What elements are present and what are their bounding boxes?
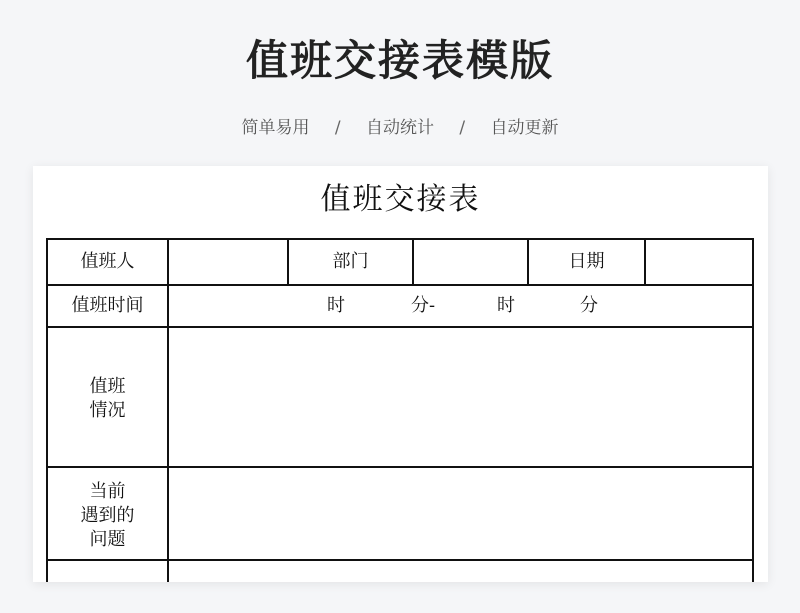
form-preview-card[interactable] bbox=[33, 166, 768, 582]
time-hour-end: 时 bbox=[497, 295, 515, 316]
handover-table bbox=[46, 238, 754, 582]
table-border-right bbox=[752, 238, 754, 582]
field-date[interactable] bbox=[646, 240, 752, 284]
label-department: 部门 bbox=[332, 251, 369, 272]
label-duty-situation-line2: 情况 bbox=[89, 400, 126, 421]
field-department[interactable] bbox=[414, 240, 527, 284]
page-title: 值班交接表模版 bbox=[245, 36, 554, 85]
table-row-divider bbox=[46, 284, 754, 286]
field-current-issues[interactable] bbox=[169, 468, 752, 559]
feature-auto-update: 自动更新 bbox=[490, 118, 559, 138]
form-title: 值班交接表 bbox=[320, 182, 481, 217]
feature-auto-stats: 自动统计 bbox=[366, 118, 434, 138]
time-hour-start: 时 bbox=[327, 295, 345, 316]
time-minute-end: 分 bbox=[580, 295, 598, 316]
label-duty-time: 值班时间 bbox=[71, 295, 144, 316]
label-current-issues-line3: 问题 bbox=[89, 529, 126, 550]
label-duty-situation-line1: 值班 bbox=[89, 376, 126, 397]
feature-tagline bbox=[0, 113, 800, 138]
label-current-issues-line2: 遇到的 bbox=[80, 505, 135, 526]
table-row-divider bbox=[46, 559, 754, 561]
field-duty-situation[interactable] bbox=[169, 328, 752, 466]
feature-separator: / bbox=[459, 118, 466, 138]
feature-separator: / bbox=[334, 118, 341, 138]
time-minute-start: 分- bbox=[410, 295, 436, 316]
label-date: 日期 bbox=[568, 251, 605, 272]
label-duty-person: 值班人 bbox=[80, 251, 135, 272]
feature-easy: 简单易用 bbox=[241, 118, 310, 138]
label-current-issues-line1: 当前 bbox=[89, 481, 126, 502]
field-duty-person[interactable] bbox=[169, 240, 287, 284]
